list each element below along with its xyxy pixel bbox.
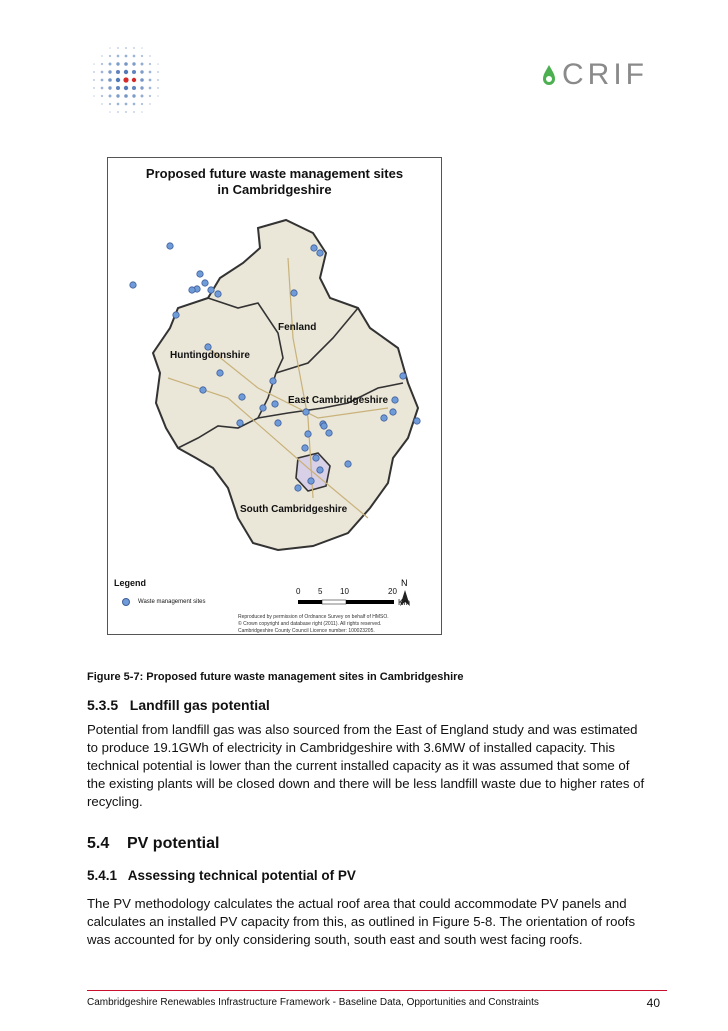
logo-dot bbox=[149, 55, 151, 57]
logo-dot bbox=[108, 86, 111, 89]
paragraph-pv: The PV methodology calculates the actual roof area that could accommodate PV panels and calculates an installed PV capacity from this, as outlined in Figure 5-8. The orientation of roofs was accounted for by only considering south, south east and south west facing roofs. bbox=[87, 896, 636, 947]
logo-dot bbox=[132, 78, 136, 82]
scale-bar bbox=[298, 600, 394, 604]
logo-dot bbox=[116, 86, 120, 90]
logo-dot bbox=[101, 55, 103, 57]
footer-rule bbox=[87, 990, 667, 991]
site-marker bbox=[345, 461, 351, 467]
logo-dot bbox=[108, 78, 112, 82]
logo-dot bbox=[93, 79, 95, 81]
county-outline bbox=[153, 220, 418, 550]
logo-dot bbox=[157, 87, 159, 89]
site-marker bbox=[173, 312, 179, 318]
legend-item: Waste management sites bbox=[122, 598, 205, 606]
site-marker bbox=[217, 370, 223, 376]
logo-dot bbox=[116, 94, 119, 97]
logo-dot bbox=[123, 77, 128, 82]
site-marker bbox=[311, 245, 317, 251]
logo-dot bbox=[157, 95, 159, 97]
site-marker bbox=[317, 467, 323, 473]
logo-dot bbox=[149, 87, 152, 90]
logo-dot bbox=[124, 94, 128, 98]
logo-dot bbox=[140, 70, 143, 73]
site-marker bbox=[272, 401, 278, 407]
site-marker bbox=[260, 405, 266, 411]
site-marker bbox=[381, 415, 387, 421]
logo-dot bbox=[133, 111, 135, 113]
site-marker bbox=[275, 420, 281, 426]
logo-dot bbox=[124, 62, 128, 66]
site-marker bbox=[326, 430, 332, 436]
logo-dot bbox=[132, 62, 135, 65]
logo-dot bbox=[157, 71, 159, 73]
region-label-fenland: Fenland bbox=[278, 322, 317, 333]
logo-dot bbox=[141, 63, 144, 66]
logo-dot bbox=[116, 62, 119, 65]
logo-dot bbox=[117, 111, 119, 113]
logo-dot bbox=[109, 47, 111, 49]
logo-dot bbox=[124, 70, 128, 74]
site-marker bbox=[291, 290, 297, 296]
site-marker bbox=[167, 243, 173, 249]
site-marker bbox=[400, 373, 406, 379]
logo-dot bbox=[132, 94, 135, 97]
logo-dot bbox=[124, 86, 128, 90]
footer-text: Cambridgeshire Renewables Infrastructure Framework - Baseline Data, Opportunities and Constraints bbox=[87, 997, 539, 1008]
site-marker bbox=[239, 394, 245, 400]
logo-dot bbox=[93, 71, 95, 73]
logo-dot bbox=[108, 70, 111, 73]
site-marker bbox=[189, 287, 195, 293]
site-marker bbox=[302, 445, 308, 451]
section-heading-541: 5.4.1 Assessing technical potential of PV bbox=[87, 868, 356, 883]
site-marker bbox=[237, 420, 243, 426]
logo-dot bbox=[109, 95, 112, 98]
drop-icon bbox=[542, 64, 556, 86]
logo-dot bbox=[149, 71, 152, 74]
logo-dot bbox=[101, 71, 104, 74]
logo-dot bbox=[149, 95, 151, 97]
logo-dot bbox=[101, 79, 104, 82]
site-marker-icon bbox=[122, 598, 130, 606]
site-marker bbox=[270, 378, 276, 384]
logo-dot bbox=[149, 63, 151, 65]
svg-text:N: N bbox=[401, 578, 408, 588]
logo-dot bbox=[141, 95, 144, 98]
site-marker bbox=[390, 409, 396, 415]
logo-dot bbox=[101, 87, 104, 90]
site-marker bbox=[308, 478, 314, 484]
brand-name: CRIF bbox=[562, 58, 648, 91]
logo-dot bbox=[133, 103, 136, 106]
page-number: 40 bbox=[646, 996, 660, 1010]
site-marker bbox=[202, 280, 208, 286]
logo-dot bbox=[93, 63, 95, 65]
section-heading-54: 5.4 PV potential bbox=[87, 835, 220, 852]
logo-dot bbox=[116, 70, 120, 74]
site-marker bbox=[317, 250, 323, 256]
waste-sites-map: Proposed future waste management sites in Cambridgeshire Fenland Huntingdonshire East Cambridgeshire South Cambridgeshire N Legend Waste management sites 0 5 10 20 Km Reproduced by permission of Ordnance Survey on behalf of HMSO. © Crown copyright and database right (2011). All rights reserved. Cambridgeshire County Council Licence number: 100023205. bbox=[107, 157, 442, 635]
site-marker bbox=[200, 387, 206, 393]
paragraph-landfill: Potential from landfill gas was also sourced from the East of England study and was estimated to produce 19.1GWh of electricity in Cambridgeshire with 3.6MW of installed capacity. This technical potential is lower than the current installed capacity as it was assumed that some of the existing plants will be closed down and there will be less landfill waste due to higher rates of recycling. bbox=[87, 722, 645, 809]
logo-dot bbox=[125, 55, 128, 58]
logo-dot bbox=[149, 103, 151, 105]
logo-dot bbox=[132, 70, 136, 74]
map-title: Proposed future waste management sites in Cambridgeshire bbox=[145, 166, 404, 197]
site-marker bbox=[392, 397, 398, 403]
site-marker bbox=[414, 418, 420, 424]
logo-dot bbox=[101, 63, 103, 65]
logo-dot bbox=[109, 55, 111, 57]
site-marker bbox=[305, 431, 311, 437]
map-credit: Reproduced by permission of Ordnance Survey on behalf of HMSO. © Crown copyright and database right (2011). All rights reserved. Cambridgeshire County Council Licence number: 100023205. bbox=[238, 614, 389, 634]
crif-globe-logo bbox=[86, 40, 166, 120]
legend-title: Legend bbox=[114, 578, 147, 588]
region-label-south-cambridgeshire: South Cambridgeshire bbox=[240, 504, 348, 515]
site-marker bbox=[313, 455, 319, 461]
site-marker bbox=[130, 282, 136, 288]
logo-dot bbox=[132, 86, 136, 90]
logo-dot bbox=[93, 95, 95, 97]
logo-dot bbox=[109, 111, 111, 113]
section-heading-535: 5.3.5 Landfill gas potential bbox=[87, 697, 270, 713]
logo-dot bbox=[157, 79, 159, 81]
logo-dot bbox=[140, 86, 143, 89]
figure-caption: Figure 5-7: Proposed future waste management sites in Cambridgeshire bbox=[87, 671, 464, 683]
logo-dot bbox=[93, 87, 95, 89]
logo-dot bbox=[133, 47, 135, 49]
logo-dot bbox=[125, 47, 127, 49]
logo-dot bbox=[141, 47, 143, 49]
logo-dot bbox=[125, 103, 128, 106]
logo-dot bbox=[109, 103, 111, 105]
region-label-huntingdonshire: Huntingdonshire bbox=[170, 350, 250, 361]
site-marker bbox=[303, 409, 309, 415]
logo-dot bbox=[117, 55, 120, 58]
site-marker bbox=[208, 287, 214, 293]
logo-dot bbox=[149, 79, 152, 82]
logo-dot bbox=[157, 63, 159, 65]
logo-dot bbox=[116, 78, 120, 82]
logo-dot bbox=[133, 55, 136, 58]
logo-dot bbox=[141, 103, 143, 105]
logo-dot bbox=[117, 47, 119, 49]
logo-dot bbox=[140, 78, 144, 82]
logo-dot bbox=[109, 63, 112, 66]
region-label-east-cambridgeshire: East Cambridgeshire bbox=[288, 395, 389, 406]
site-marker bbox=[197, 271, 203, 277]
logo-dot bbox=[101, 103, 103, 105]
logo-dot bbox=[141, 55, 143, 57]
logo-dot bbox=[117, 103, 120, 106]
crif-brand-logo bbox=[542, 58, 648, 92]
site-marker bbox=[215, 291, 221, 297]
site-marker bbox=[295, 485, 301, 491]
logo-dot bbox=[101, 95, 103, 97]
cambridgeshire-map bbox=[108, 158, 441, 634]
logo-dot bbox=[141, 111, 143, 113]
logo-dot bbox=[125, 111, 127, 113]
site-marker bbox=[321, 423, 327, 429]
